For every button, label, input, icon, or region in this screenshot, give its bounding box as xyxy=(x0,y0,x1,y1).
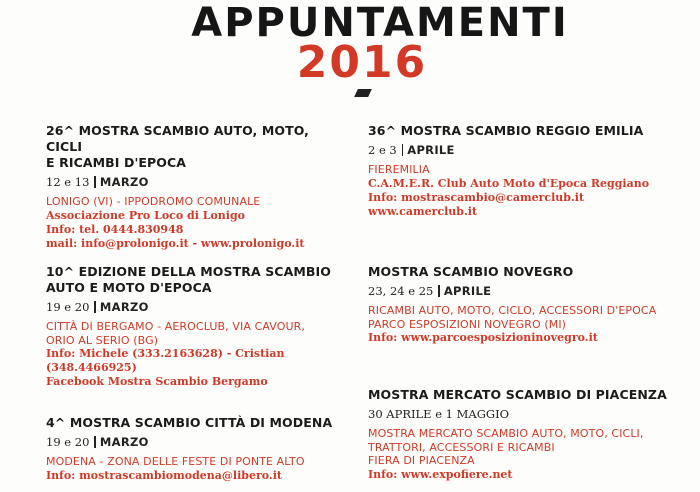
event-info-line: www.camerclub.it xyxy=(368,204,478,218)
event-days: 19 e 20 xyxy=(46,300,90,314)
event-days: 12 e 13 xyxy=(46,175,90,189)
event-info-line: Facebook Mostra Scambio Bergamo xyxy=(46,375,268,388)
page-title: APPUNTAMENTI xyxy=(191,0,569,46)
event-title: 36^ MOSTRA SCAMBIO REGGIO EMILIA xyxy=(368,123,644,138)
event-info-line: C.A.M.E.R. Club Auto Moto d'Epoca Reggiano xyxy=(368,176,650,190)
event-date xyxy=(46,435,346,450)
event-date xyxy=(46,175,346,190)
event-date xyxy=(368,284,678,299)
event-reggio-emilia xyxy=(368,123,668,219)
event-bergamo xyxy=(46,264,358,389)
event-title: 4^ MOSTRA SCAMBIO CITTÀ DI MODENA xyxy=(46,415,333,430)
event-title: MOSTRA MERCATO SCAMBIO DI PIACENZA xyxy=(368,387,667,402)
event-info-line: Info: Michele (333.2163628) - Cristian (348.4466925) xyxy=(46,347,285,374)
event-novegro xyxy=(368,264,678,345)
event-days: 2 e 3 xyxy=(368,143,397,157)
event-place: RICAMBI AUTO, MOTO, CICLO, ACCESSORI D'EPOCA PARCO ESPOSIZIONI NOVEGRO (MI) xyxy=(368,304,657,331)
event-month: APRILE xyxy=(443,284,492,298)
event-info-line: Info: mostrascambio@camerclub.it xyxy=(368,190,585,204)
event-days: 19 e 20 xyxy=(46,435,90,449)
event-date xyxy=(368,407,678,422)
event-title: 10^ EDIZIONE DELLA MOSTRA SCAMBIO AUTO E MOTO D'EPOCA xyxy=(46,264,331,295)
event-place: MODENA - ZONA DELLE FESTE DI PONTE ALTO xyxy=(46,455,305,468)
event-info-line: Info: www.expofiere.net xyxy=(368,467,513,481)
event-info-line: mail: info@prolonigo.it - www.prolonigo.it xyxy=(46,236,305,250)
event-title: MOSTRA SCAMBIO NOVEGRO xyxy=(368,264,574,279)
event-piacenza xyxy=(368,387,678,482)
event-info-line: Info: tel. 0444.830948 xyxy=(46,222,184,236)
event-month: MARZO xyxy=(99,300,149,314)
event-month: MARZO xyxy=(99,175,149,189)
event-place: FIEREMILIA xyxy=(368,163,430,176)
event-month: MARZO xyxy=(99,435,149,449)
event-place: CITTÀ DI BERGAMO - AEROCLUB, VIA CAVOUR, ORIO AL SERIO (BG) xyxy=(46,320,305,347)
event-place: MOSTRA MERCATO SCAMBIO AUTO, MOTO, CICLI, TRATTORI, ACCESSORI E RICAMBI FIERA DI PIACENZA xyxy=(368,427,644,467)
event-days: 30 APRILE e 1 MAGGIO xyxy=(368,407,510,421)
event-info-line: Info: mostrascambiomodena@libero.it xyxy=(46,468,283,482)
event-date xyxy=(368,143,668,158)
event-info-line: Info: www.parcoesposizioninovegro.it xyxy=(368,331,598,344)
event-title: 26^ MOSTRA SCAMBIO AUTO, MOTO, CICLI E RICAMBI D'EPOCA xyxy=(46,123,310,170)
event-info-line: Associazione Pro Loco di Lonigo xyxy=(46,208,245,222)
event-date xyxy=(46,300,358,315)
event-place: LONIGO (VI) - IPPODROMO COMUNALE xyxy=(46,195,261,208)
title-dash-mark xyxy=(354,89,372,97)
event-modena xyxy=(46,415,346,483)
event-days: 23, 24 e 25 xyxy=(368,284,434,298)
event-lonigo xyxy=(46,123,346,251)
page-year: 2016 xyxy=(296,37,428,88)
event-month: APRILE xyxy=(407,143,455,157)
